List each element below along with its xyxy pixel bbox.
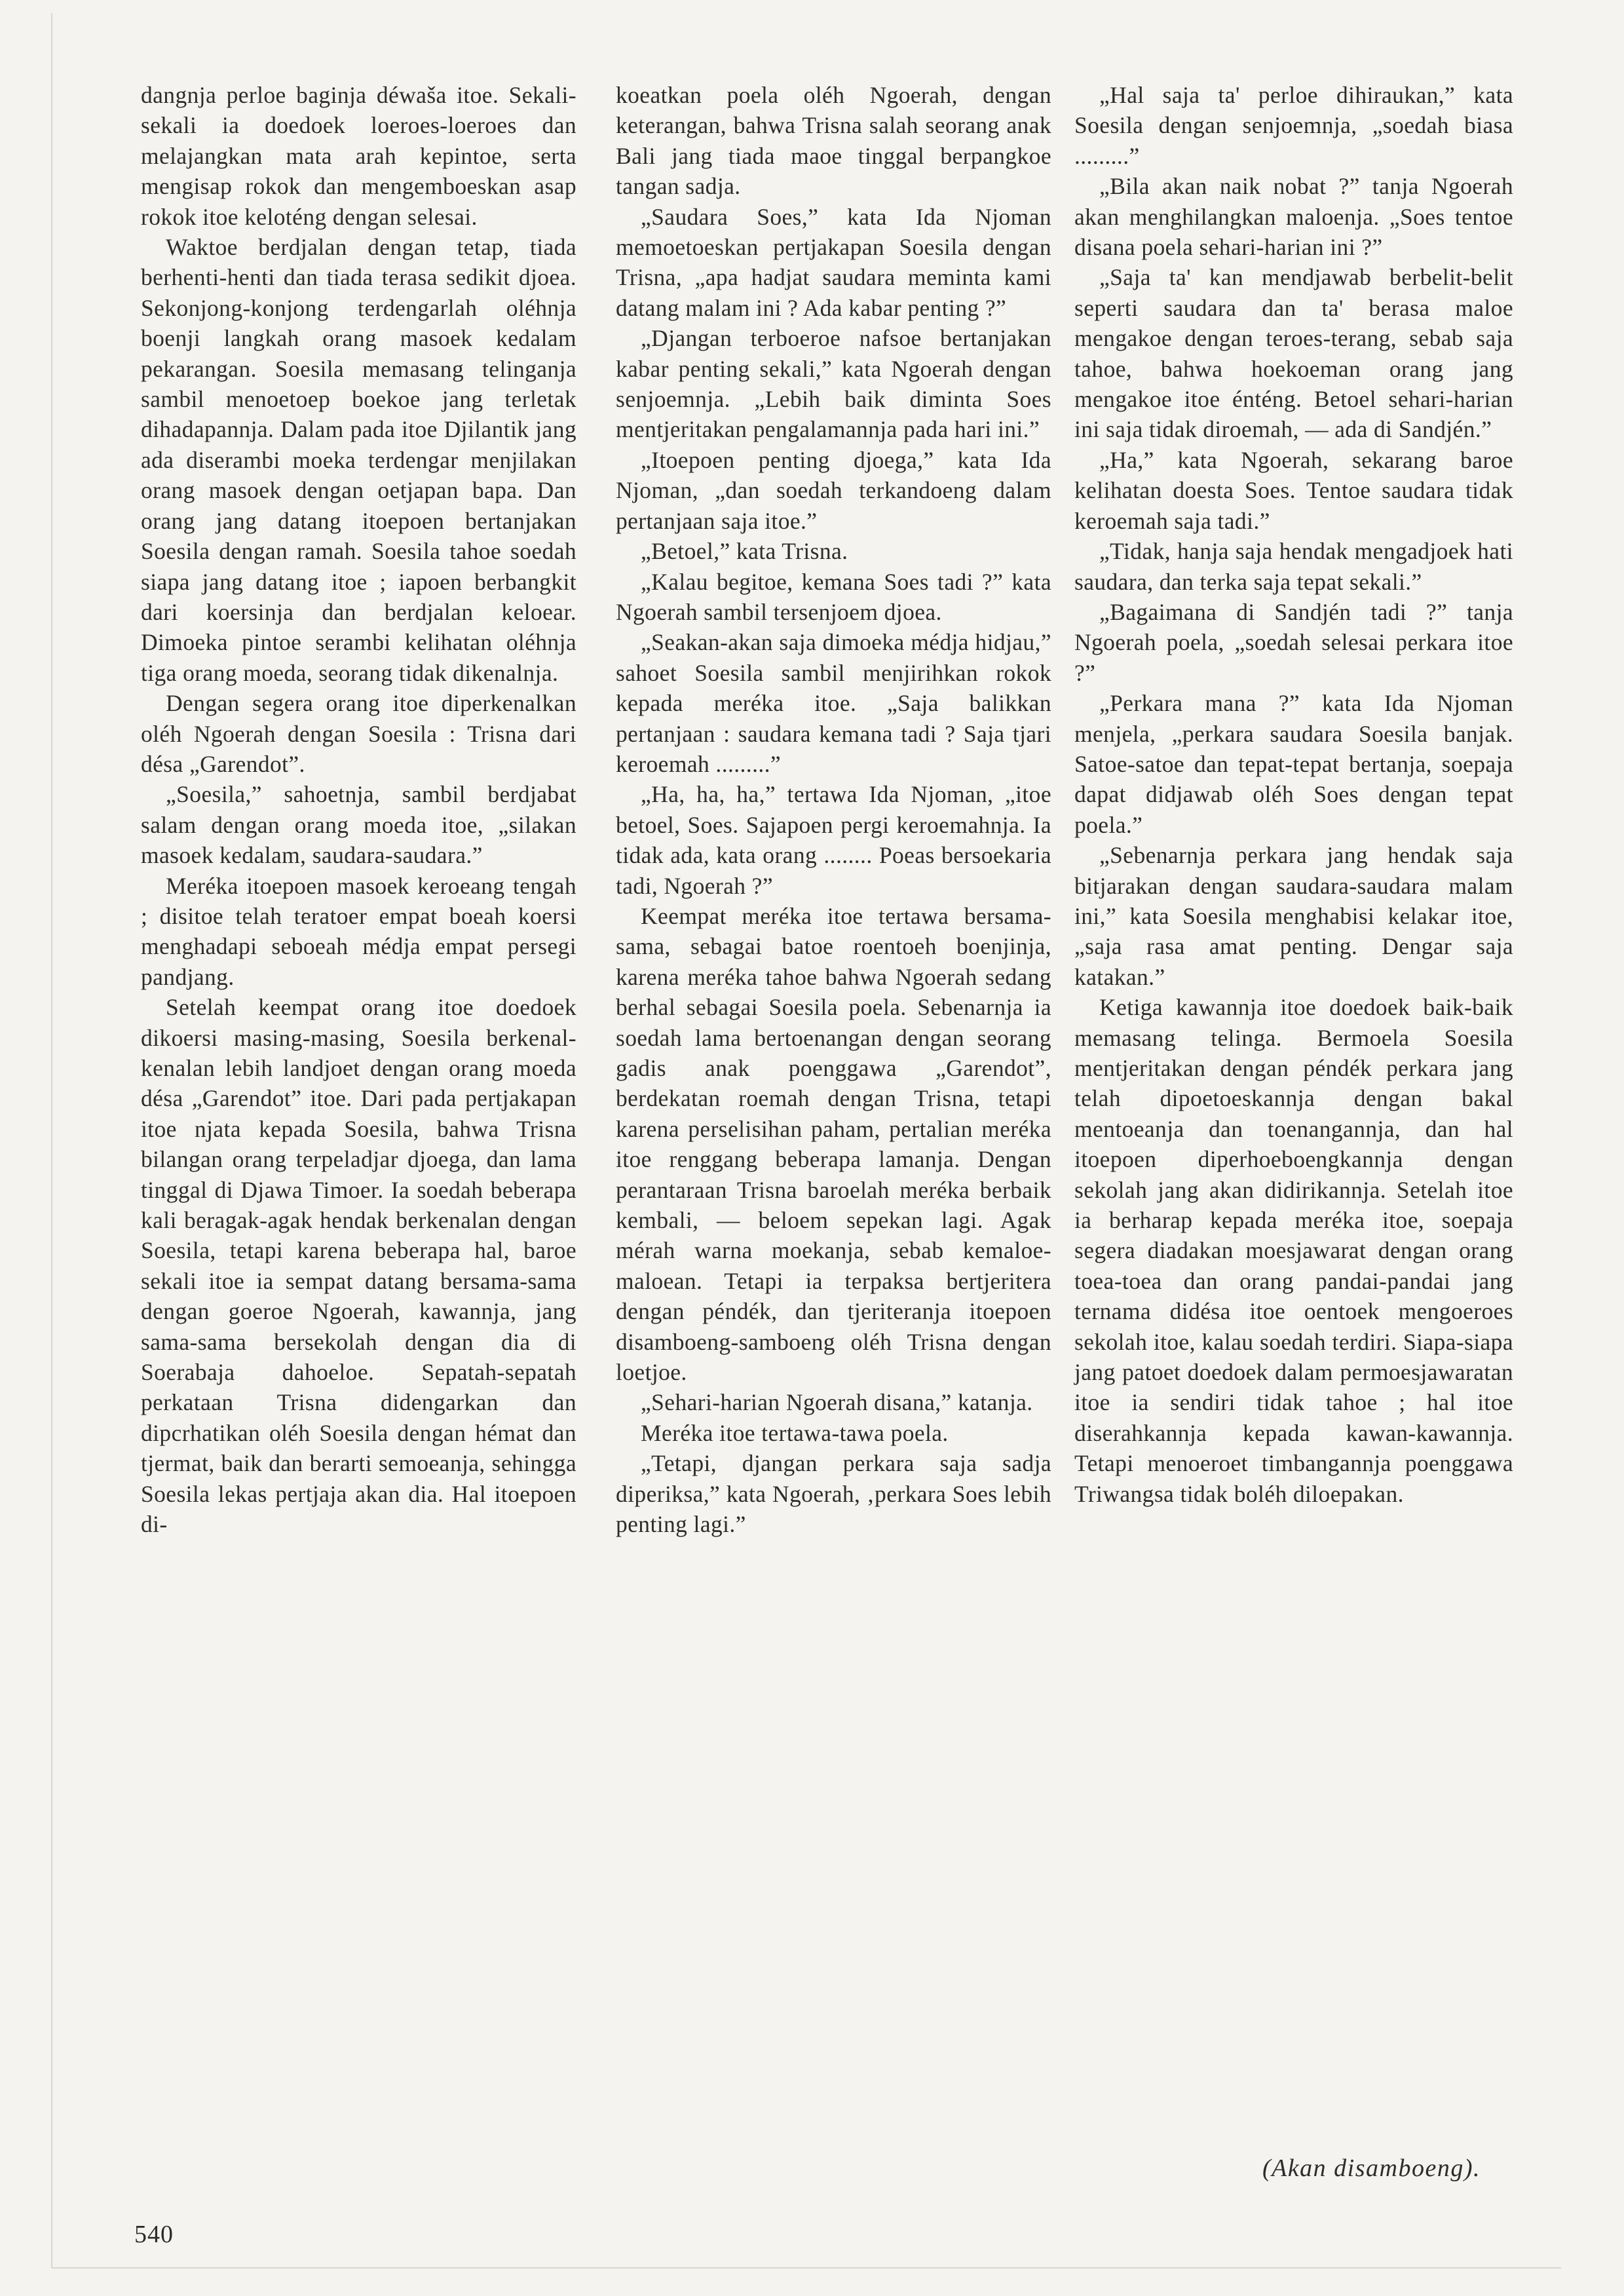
paragraph: „Bila akan naik nobat ?” tanja Ngoerah akan menghilangkan maloenja. „Soes tentoe disana poela sehari-harian ini ?” [1074,173,1513,261]
paragraph: dangnja perloe baginja déwaša itoe. Sekali-sekali ia doedoek loeroes-loeroes dan melajangkan mata arah kepintoe, serta mengisap rokok dan mengemboeskan asap rokok itoe keloténg dengan selesai. [141,82,576,230]
paragraph: Dengan segera orang itoe diperkenalkan oléh Ngoerah dengan Soesila : Trisna dari désa „Garendot”. [141,690,576,777]
text-column-1 [141,80,576,1540]
paragraph: Meréka itoepoen masoek keroeang tengah ; disitoe telah teratoer empat boeah koersi menghadapi seboeah médja empat persegi pandjang. [141,872,576,990]
paragraph: „Hal saja ta' perloe dihiraukan,” kata Soesila dengan senjoemnja, „soedah biasa .........” [1074,82,1513,169]
to-be-continued-note: (Akan disamboeng). [1262,2154,1481,2182]
paragraph: „Kalau begitoe, kemana Soes tadi ?” kata Ngoerah sambil tersenjoem djoea. [616,568,1051,625]
paragraph: Waktoe berdjalan dengan tetap, tiada berhenti-henti dan tiada terasa sedikit djoea. Sekonjong-konjong terdengarlah oléhnja boenji langkah orang masoek kedalam pekarangan. Soesila memasang telinganja sambil menoetoep boekoe jang terletak dihadapannja. Dalam pada itoe Djilantik jang ada diserambi moeka terdengar menjilakan orang masoek dengan oetjapan bapa. Dan orang jang datang itoepoen bertanjakan Soesila dengan ramah. Soesila tahoe soedah siapa jang datang itoe ; iapoen berbangkit dari koersinja dan berdjalan keloear. Dimoeka pintoe serambi kelihatan oléhnja tiga orang moeda, seorang tidak dikenalnja. [141,234,576,686]
paragraph: Meréka itoe tertawa-tawa poela. [641,1419,949,1446]
paragraph: „Bagaimana di Sandjén tadi ?” tanja Ngoerah poela, „soedah selesai perkara itoe ?” [1074,598,1513,686]
paragraph: „Sebenarnja perkara jang hendak saja bitjarakan dengan saudara-saudara malam ini,” kata Soesila menghabisi kelakar itoe, „saja rasa amat penting. Dengar saja katakan.” [1074,842,1513,990]
text-column-2 [616,80,1051,1540]
page-number: 540 [134,2221,174,2248]
text-column-3 [1074,80,1513,1509]
paragraph: „Betoel,” kata Trisna. [641,538,848,565]
paragraph: Keempat meréka itoe tertawa bersama-sama, sebagai batoe roentoeh boenjinja, karena meréka tahoe bahwa Ngoerah sedang berhal sebagai Soesila poela. Sebenarnja ia soedah lama bertoenangan dengan seorang gadis anak poenggawa „Garendot”, berdekatan roemah dengan Trisna, tetapi karena perselisihan paham, pertalian meréka itoe renggang beberapa lamanja. Dengan perantaraan Trisna baroelah meréka berbaik kembali, — beloem sepekan lagi. Agak mérah warna moekanja, sebab kemaloe-maloean. Tetapi ia terpaksa bertjeritera dengan péndék, dan tjeriteranja itoepoen disamboeng-samboeng oléh Trisna dengan loetjoe. [616,902,1051,1386]
paragraph: Setelah keempat orang itoe doedoek dikoersi masing-masing, Soesila berkenal-kenalan lebih landjoet dengan orang moeda désa „Garendot” itoe. Dari pada pertjakapan itoe njata kepada Soesila, bahwa Trisna bilangan orang terpeladjar djoega, dan lama tinggal di Djawa Timoer. Ia soedah beberapa kali beragak-agak hendak berkenalan dengan Soesila, tetapi karena beberapa hal, baroe sekali itoe ia sempat datang bersama-sama dengan goeroe Ngoerah, kawannja, jang sama-sama bersekolah dengan dia di Soerabaja dahoeloe. Sepatah-sepatah perkataan Trisna didengarkan dan dipcrhatikan oléh Soesila dengan hémat dan tjermat, baik dan berarti semoeanja, sehingga Soesila lekas pertjaja akan dia. Hal itoepoen di- [141,994,576,1538]
paragraph: „Sehari-harian Ngoerah disana,” katanja. [641,1389,1033,1416]
paragraph: Ketiga kawannja itoe doedoek baik-baik memasang telinga. Bermoela Soesila mentjeritakan dengan péndék perkara jang telah dipoetoeskannja dengan bakal mentoeanja dan toenangannja, dan hal itoepoen diperhoeboengkannja dengan sekolah jang akan didirikannja. Setelah itoe ia berharap kepada meréka itoe, soepaja segera diadakan moesjawarat dengan orang toea-toea dan orang pandai-pandai jang ternama didésa itoe oentoek mengoeroes sekolah itoe, kalau soedah terdiri. Siapa-siapa jang patoet doedoek dalam permoesjawaratan itoe ia sendiri tidak tahoe ; hal itoe diserahkannja kepada kawan-kawannja. Tetapi menoeroet timbangannja poenggawa Triwangsa tidak boléh diloepakan. [1074,994,1513,1507]
paragraph: „Ha,” kata Ngoerah, sekarang baroe kelihatan doesta Soes. Tentoe saudara tidak keroemah saja tadi.” [1074,446,1513,534]
paragraph: „Soesila,” sahoetnja, sambil berdjabat salam dengan orang moeda itoe, „silakan masoek kedalam, saudara-saudara.” [141,781,576,869]
paragraph: „Saja ta' kan mendjawab berbelit-belit seperti saudara dan ta' berasa maloe mengakoe dengan teroes-terang, sebab saja tahoe, bahwa hoekoeman orang jang mengakoe itoe énténg. Betoel sehari-harian ini saja tidak diroemah, — ada di Sandjén.” [1074,264,1513,443]
paragraph: „Seakan-akan saja dimoeka médja hidjau,” sahoet Soesila sambil menjirihkan rokok kepada meréka itoe. „Saja balikkan pertanjaan : saudara kemana tadi ? Saja tjari keroemah .........” [616,629,1051,777]
paragraph: „Saudara Soes,” kata Ida Njoman memoetoeskan pertjakapan Soesila dengan Trisna, „apa hadjat saudara meminta kami datang malam ini ? Ada kabar penting ?” [616,203,1051,321]
paragraph: „Djangan terboeroe nafsoe bertanjakan kabar penting sekali,” kata Ngoerah dengan senjoemnja. „Lebih baik diminta Soes mentjeritakan pengalamannja pada hari ini.” [616,325,1051,443]
paragraph: „Tetapi, djangan perkara saja sadja diperiksa,” kata Ngoerah, ‚perkara Soes lebih penting lagi.” [616,1450,1051,1538]
paragraph: „Perkara mana ?” kata Ida Njoman menjela, „perkara saudara Soesila banjak. Satoe-satoe dan tepat-tepat bertanja, soepaja dapat didjawab oléh Soes dengan tepat poela.” [1074,690,1513,838]
paragraph: „Ha, ha, ha,” tertawa Ida Njoman, „itoe betoel, Soes. Sajapoen pergi keroemahnja. Ia tidak ada, kata orang ........ Poeas bersoekaria tadi, Ngoerah ?” [616,781,1051,899]
paragraph: „Itoepoen penting djoega,” kata Ida Njoman, „dan soedah terkandoeng dalam pertanjaan saja itoe.” [616,446,1051,534]
paragraph: koeatkan poela oléh Ngoerah, dengan keterangan, bahwa Trisna salah seorang anak Bali jang tiada maoe tinggal berpangkoe tangan sadja. [616,82,1051,200]
paragraph: „Tidak, hanja saja hendak mengadjoek hati saudara, dan terka saja tepat sekali.” [1074,538,1513,595]
